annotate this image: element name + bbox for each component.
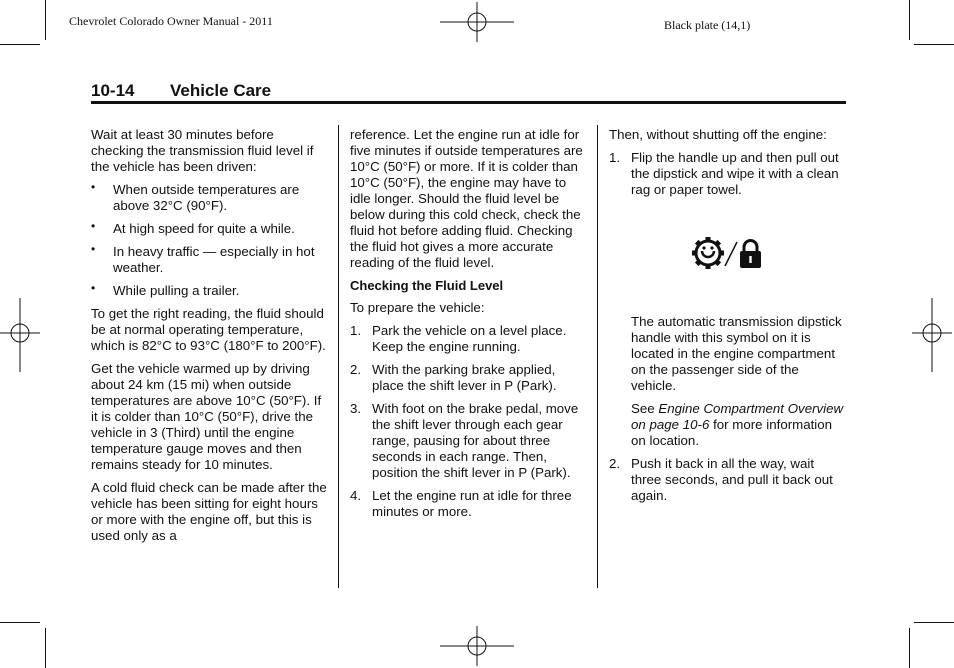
- list-item: • When outside temperatures are above 32°C (90°F).: [91, 180, 300, 213]
- see-reference: See Engine Compartment Overview on page 10-6 for more information on location.: [631, 401, 844, 448]
- warmup-paragraph: Get the vehicle warmed up by driving about 24 km (15 mi) when outside temperatures are above 10°C (50°F). If it is colder than 10°C (50°F), drive the vehicle in 3 (Third) until the engine temperature gauge moves and then remains steady for 10 minutes.: [91, 361, 322, 472]
- intro-paragraph: Wait at least 30 minutes before checking the transmission fluid level if the vehicle has been driven:: [91, 127, 314, 174]
- prep-text: To prepare the vehicle:: [350, 300, 485, 315]
- cross-reference-link[interactable]: Engine Compartment Overview on page 10-6: [631, 401, 844, 432]
- manual-title: Chevrolet Colorado Owner Manual - 2011: [69, 14, 273, 28]
- column-1: [91, 127, 327, 551]
- crop-mark: [909, 628, 910, 668]
- plate-info: Black plate (14,1): [664, 18, 751, 32]
- list-item: 3. With foot on the brake pedal, move the shift lever through each gear range, pausing for about three seconds in each range. Then, position the shift lever in P (Park).: [350, 401, 579, 480]
- crop-mark: [914, 44, 954, 45]
- symbol-caption: The automatic transmission dipstick handle with this symbol on it is located in the engine compartment on the passenger side of the vehicle.: [631, 314, 842, 393]
- column-divider: [597, 125, 598, 588]
- section-title: Vehicle Care: [170, 81, 272, 100]
- bullet: •: [91, 219, 96, 233]
- crop-mark: [45, 0, 46, 40]
- column-3: [609, 127, 845, 511]
- list-item: • While pulling a trailer.: [91, 281, 240, 298]
- list-item: 1. Park the vehicle on a level place. Keep the engine running.: [350, 323, 567, 354]
- intro-paragraph: Then, without shutting off the engine:: [609, 127, 827, 142]
- column-2: [350, 127, 583, 527]
- transmission-dipstick-symbol-icon: [691, 220, 765, 284]
- registration-mark-left: [0, 298, 40, 372]
- registration-mark-top: [440, 2, 514, 42]
- cold-check-paragraph: A cold fluid check can be made after the vehicle has been sitting for eight hours or more with the engine off, but this is used only as a: [91, 480, 327, 543]
- condition-list: [91, 182, 327, 299]
- registration-mark-bottom: [440, 626, 514, 666]
- column-divider: [338, 125, 339, 588]
- bullet: •: [91, 180, 96, 194]
- list-item: • At high speed for quite a while.: [91, 219, 295, 236]
- continuation-paragraph: reference. Let the engine run at idle for five minutes if outside temperatures are 10°C (50°F) or more. If it is colder than 10°C (50°F), the engine may have to idle longer. Should the fluid level be below during this cold check, check the fluid hot before adding fluid. Checking the fluid hot gives a more accurate reading of the fluid level.: [350, 127, 583, 270]
- temperature-paragraph: To get the right reading, the fluid should be at normal operating temperature, which is 82°C to 93°C (180°F to 200°F).: [91, 306, 326, 353]
- list-item: 4. Let the engine run at idle for three minutes or more.: [350, 488, 572, 519]
- check-steps-list-cont: [609, 456, 845, 504]
- subheading: Checking the Fluid Level: [350, 278, 504, 293]
- list-item: 2. With the parking brake applied, place the shift lever in P (Park).: [350, 362, 557, 393]
- symbol-caption-block: [609, 314, 845, 449]
- bullet: •: [91, 242, 96, 256]
- prep-steps-list: [350, 323, 583, 520]
- check-steps-list: [609, 150, 845, 198]
- registration-mark-right: [912, 298, 952, 372]
- symbol-container: [609, 220, 845, 284]
- bullet: •: [91, 281, 96, 295]
- crop-mark: [0, 44, 40, 45]
- section-number: 10-14: [91, 81, 135, 100]
- list-item: 2. Push it back in all the way, wait three seconds, and pull it back out again.: [609, 456, 833, 503]
- crop-mark: [909, 0, 910, 40]
- header-rule: [91, 101, 846, 104]
- list-item: • In heavy traffic — especially in hot weather.: [91, 242, 315, 275]
- crop-mark: [914, 622, 954, 623]
- list-item: 1. Flip the handle up and then pull out the dipstick and wipe it with a clean rag or paper towel.: [609, 150, 839, 197]
- crop-mark: [45, 628, 46, 668]
- crop-mark: [0, 622, 40, 623]
